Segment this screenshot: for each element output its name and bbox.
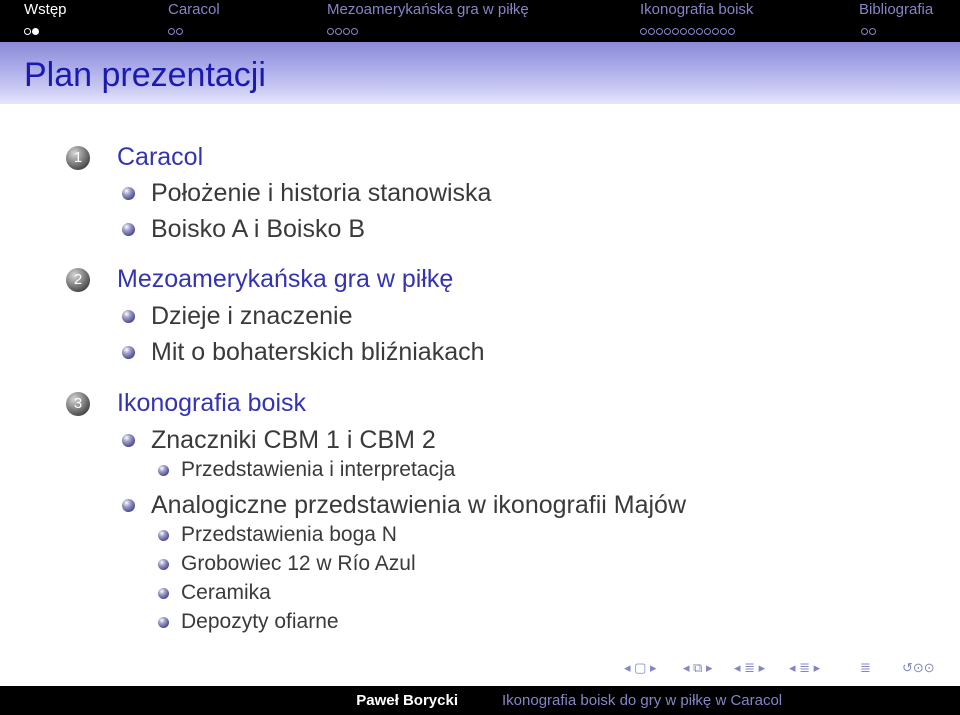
toc-subsubsection: Przedstawienia boga N	[181, 523, 397, 546]
nav-dot[interactable]	[648, 28, 655, 35]
nav-dots-mezoamerykanska	[327, 22, 359, 31]
subsection-bullet-icon	[122, 310, 135, 323]
footer-title: Ikonografia boisk do gry w piłkę w Caracol	[502, 692, 783, 709]
nav-dot[interactable]	[869, 28, 876, 35]
frame-title: Plan prezentacji	[24, 56, 266, 94]
nav-search-zoom-icon[interactable]: ↺⊙⊙	[902, 660, 935, 675]
toc-subsubsection: Depozyty ofiarne	[181, 610, 339, 633]
nav-dot[interactable]	[720, 28, 727, 35]
toc-section-ikonografia[interactable]: Ikonografia boisk	[117, 389, 307, 417]
nav-dot-current[interactable]	[32, 28, 39, 35]
nav-dot[interactable]	[351, 28, 358, 35]
toc-subsection[interactable]: Znaczniki CBM 1 i CBM 2	[151, 426, 436, 454]
nav-dot[interactable]	[704, 28, 711, 35]
toc-subsubsection: Przedstawienia i interpretacja	[181, 458, 456, 481]
toc-subsection[interactable]: Mit o bohaterskich bliźniakach	[151, 338, 485, 366]
toc-subsection[interactable]: Analogiczne przedstawienia w ikonografii Majów	[151, 491, 686, 519]
nav-dot[interactable]	[712, 28, 719, 35]
subsubsection-bullet-icon	[158, 617, 169, 628]
nav-dot[interactable]	[672, 28, 679, 35]
nav-dot[interactable]	[728, 28, 735, 35]
section-number-ball: 2	[66, 268, 90, 292]
footer-bar	[0, 686, 960, 715]
toc-subsubsection: Ceramika	[181, 581, 271, 604]
toc-subsection[interactable]: Położenie i historia stanowiska	[151, 179, 492, 207]
nav-dot[interactable]	[343, 28, 350, 35]
subsection-bullet-icon	[122, 187, 135, 200]
subsection-bullet-icon	[122, 499, 135, 512]
subsubsection-bullet-icon	[158, 465, 169, 476]
nav-dots-wstep	[24, 22, 40, 31]
toc-subsection[interactable]: Dzieje i znaczenie	[151, 302, 353, 330]
toc-section-mezoamerykanska[interactable]: Mezoamerykańska gra w piłkę	[117, 265, 454, 293]
nav-dots-caracol	[168, 22, 184, 31]
top-navigation-bar	[0, 0, 960, 42]
subsection-bullet-icon	[122, 223, 135, 236]
nav-dots-bibliografia	[861, 22, 877, 31]
nav-slide-arrows-icon[interactable]: ◂ ▢ ▸	[624, 660, 657, 675]
nav-title-caracol[interactable]: Caracol	[168, 1, 220, 18]
subsubsection-bullet-icon	[158, 559, 169, 570]
subsection-bullet-icon	[122, 346, 135, 359]
footer-author: Paweł Borycki	[356, 692, 458, 709]
nav-frame-arrows-icon[interactable]: ◂ ⧉ ▸	[683, 660, 713, 675]
nav-title-ikonografia[interactable]: Ikonografia boisk	[640, 1, 754, 18]
toc-subsection[interactable]: Boisko A i Boisko B	[151, 215, 366, 243]
nav-dot[interactable]	[327, 28, 334, 35]
nav-dot[interactable]	[168, 28, 175, 35]
nav-section-arrows-icon[interactable]: ◂ ≣ ▸	[789, 660, 821, 675]
nav-document-icon[interactable]: ≣	[860, 660, 871, 675]
subsection-bullet-icon	[122, 434, 135, 447]
toc-section-caracol[interactable]: Caracol	[117, 143, 204, 171]
nav-dot[interactable]	[664, 28, 671, 35]
nav-dots-ikonografia	[640, 22, 736, 31]
nav-title-wstep[interactable]: Wstęp	[24, 1, 67, 18]
nav-dot[interactable]	[176, 28, 183, 35]
toc-subsubsection: Grobowiec 12 w Río Azul	[181, 552, 416, 575]
nav-dot[interactable]	[688, 28, 695, 35]
nav-dot[interactable]	[696, 28, 703, 35]
nav-title-mezoamerykanska[interactable]: Mezoamerykańska gra w piłkę	[327, 1, 529, 18]
subsubsection-bullet-icon	[158, 588, 169, 599]
nav-dot[interactable]	[680, 28, 687, 35]
nav-dot[interactable]	[640, 28, 647, 35]
nav-dot[interactable]	[656, 28, 663, 35]
nav-dot[interactable]	[861, 28, 868, 35]
section-number-ball: 3	[66, 392, 90, 416]
nav-subsection-arrows-icon[interactable]: ◂ ≣ ▸	[734, 660, 766, 675]
section-number-ball: 1	[66, 146, 90, 170]
nav-dot[interactable]	[335, 28, 342, 35]
subsubsection-bullet-icon	[158, 530, 169, 541]
nav-title-bibliografia[interactable]: Bibliografia	[859, 1, 934, 18]
nav-dot[interactable]	[24, 28, 31, 35]
frame-title-bar	[0, 42, 960, 104]
